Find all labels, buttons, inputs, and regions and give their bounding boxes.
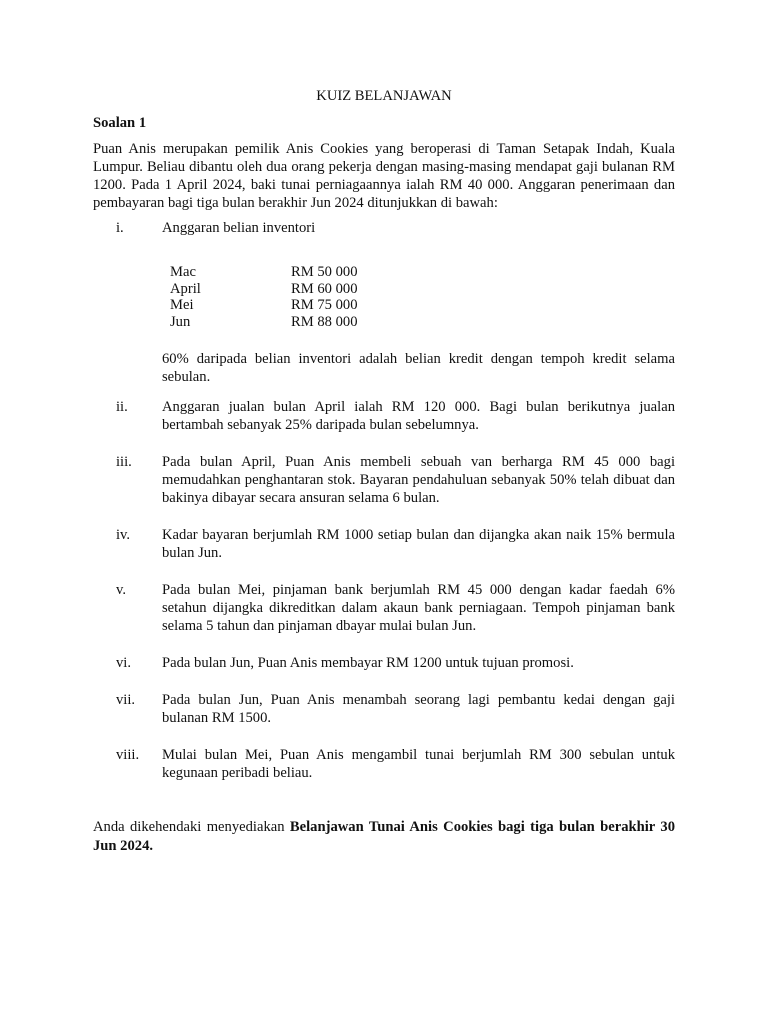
closing-instruction (93, 818, 675, 856)
item-number: viii. (116, 747, 140, 763)
item-text: Anggaran jualan bulan April ialah RM 120 000. Bagi bulan berikutnya jualan bertambah sebanyak 25% daripada bulan sebelumnya. (162, 399, 675, 433)
item-text: Pada bulan Jun, Puan Anis menambah seorang lagi pembantu kedai dengan gaji bulanan RM 1500. (162, 692, 675, 726)
table-row (170, 281, 358, 298)
list-item (93, 219, 675, 386)
amount-cell: RM 88 000 (291, 313, 358, 330)
item-text: Pada bulan Mei, pinjaman bank berjumlah RM 45 000 dengan kadar faedah 6% setahun dijangka dikreditkan dalam akaun bank perniagaan. Tempoh pinjaman bank selama 5 tahun dan pinjaman dbayar mulai bulan Jun. (162, 582, 675, 634)
item-number: i. (116, 220, 124, 236)
question-heading: Soalan 1 (93, 115, 147, 131)
list-item (93, 654, 675, 672)
list-item (93, 691, 675, 727)
table-row (170, 297, 358, 314)
purchase-table (170, 264, 358, 330)
item-text: Pada bulan Jun, Puan Anis membayar RM 1200 untuk tujuan promosi. (162, 655, 574, 671)
closing-bold-text: Belanjawan Tunai Anis Cookies bagi tiga bulan berakhir 30 Jun 2024. (93, 819, 675, 854)
item-text: Mulai bulan Mei, Puan Anis mengambil tunai berjumlah RM 300 sebulan untuk kegunaan peribadi beliau. (162, 747, 675, 781)
list-item (93, 453, 675, 507)
item-text: Pada bulan April, Puan Anis membeli sebuah van berharga RM 45 000 bagi memudahkan penghantaran stok. Bayaran pendahuluan sebanyak 50% telah dibuat dan bakinya dibayar secara ansuran selama 6 bulan. (162, 454, 675, 506)
document-page (93, 86, 675, 856)
closing-text: Anda dikehendaki menyediakan (93, 819, 290, 835)
item-number: iii. (116, 454, 132, 470)
item-text: Anggaran belian inventori (162, 220, 316, 236)
month-cell: Mei (170, 297, 194, 313)
amount-cell: RM 75 000 (291, 297, 358, 313)
month-cell: April (170, 280, 201, 297)
month-cell: Mac (170, 264, 196, 280)
amount-cell: RM 60 000 (291, 280, 358, 297)
list-item (93, 746, 675, 782)
list-item (93, 581, 675, 635)
document-title: KUIZ BELANJAWAN (316, 88, 452, 104)
item-number: vi. (116, 655, 131, 671)
item-number: ii. (116, 399, 128, 415)
list-item (93, 526, 675, 562)
item-text: Kadar bayaran berjumlah RM 1000 setiap bulan dan dijangka akan naik 15% bermula bulan Jun. (162, 527, 675, 561)
month-cell: Jun (170, 313, 191, 330)
intro-paragraph: Puan Anis merupakan pemilik Anis Cookies yang beroperasi di Taman Setapak Indah, Kuala Lumpur. Beliau dibantu oleh dua orang pekerja dengan masing-masing mendapat gaji bulanan RM 1200. Pada 1 April 2024, baki tunai perniagaannya ialah RM 40 000. Anggaran penerimaan dan pembayaran bagi tiga bulan berakhir Jun 2024 ditunjukkan di bawah: (93, 141, 675, 211)
item-number: v. (116, 582, 126, 598)
item-note: 60% daripada belian inventori adalah belian kredit dengan tempoh kredit selama sebulan. (162, 351, 675, 385)
item-number: vii. (116, 692, 136, 708)
item-number: iv. (116, 527, 131, 543)
amount-cell: RM 50 000 (291, 264, 358, 280)
list-item (93, 398, 675, 434)
table-row (170, 314, 358, 331)
table-row (170, 264, 358, 281)
